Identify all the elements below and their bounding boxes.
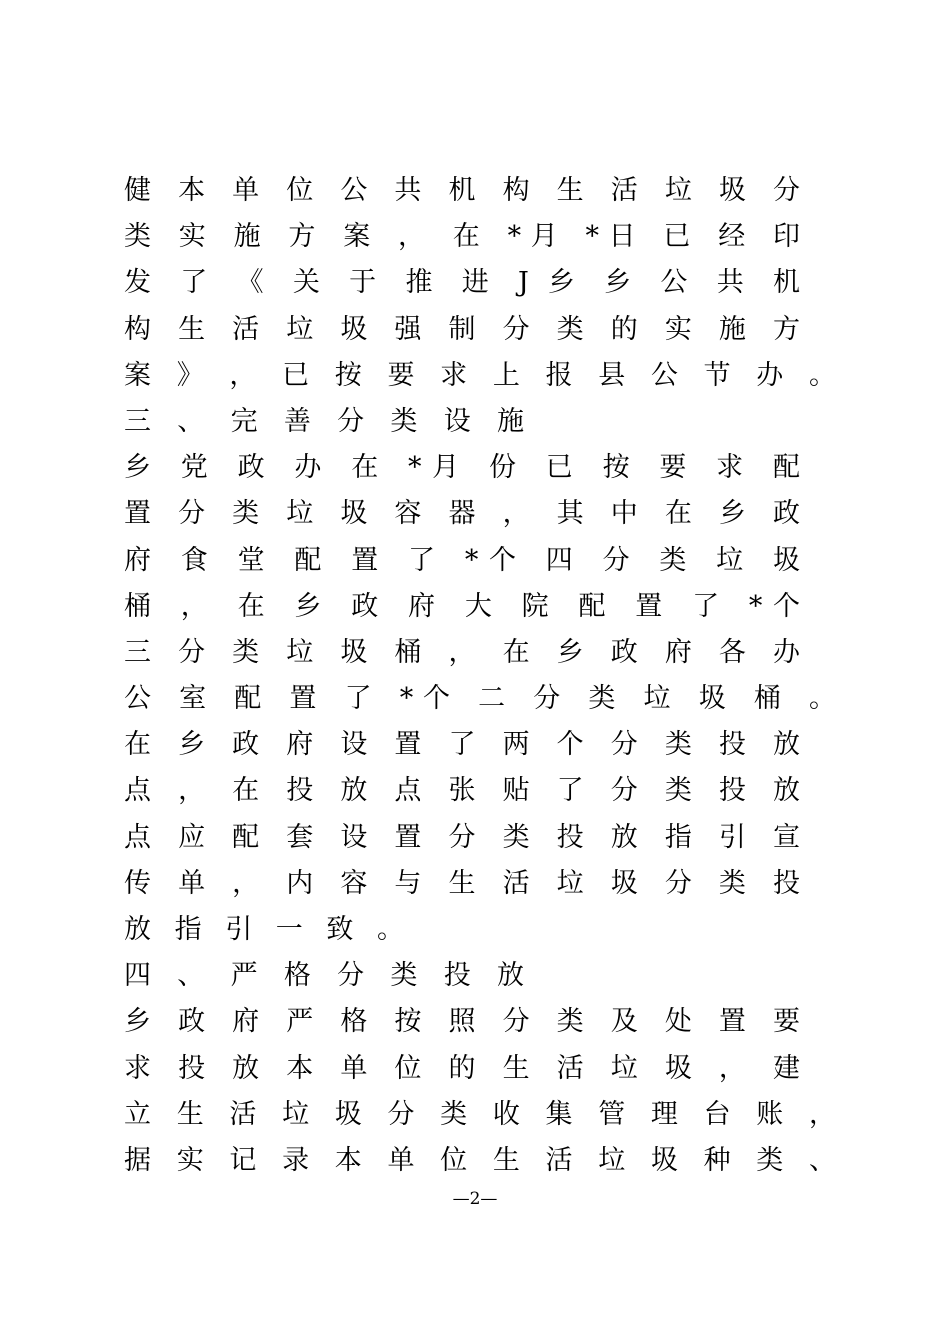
document-body xyxy=(124,168,844,1184)
text-line-2: 类 实 施 方 案 ， 在 *月 *日 已 经 印 xyxy=(124,221,800,253)
page-number: —2— xyxy=(452,1189,498,1209)
text-line-22: 据 实 记 录 本 单 位 生 活 垃 圾 种 类 、 xyxy=(124,1144,836,1176)
text-line-16: 传 单 ， 内 容 与 生 活 垃 圾 分 类 投 xyxy=(124,867,800,899)
text-line-15: 点 应 配 套 设 置 分 类 投 放 指 引 宣 xyxy=(124,821,800,853)
text-line-19: 乡 政 府 严 格 按 照 分 类 及 处 置 要 xyxy=(124,1006,800,1038)
text-line-12: 公 室 配 置 了 *个 二 分 类 垃 圾 桶 。 xyxy=(124,683,836,715)
text-line-14: 点 ， 在 投 放 点 张 贴 了 分 类 投 放 xyxy=(124,775,800,807)
section-heading-3: 三 、 完 善 分 类 设 施 xyxy=(124,405,524,437)
text-line-4: 构 生 活 垃 圾 强 制 分 类 的 实 施 方 xyxy=(124,313,800,345)
text-line-8: 置 分 类 垃 圾 容 器 ， 其 中 在 乡 政 xyxy=(124,498,800,530)
text-line-21: 立 生 活 垃 圾 分 类 收 集 管 理 台 账 ， xyxy=(124,1098,836,1130)
text-line-1: 健 本 单 位 公 共 机 构 生 活 垃 圾 分 xyxy=(124,175,800,206)
text-line-9: 府 食 堂 配 置 了 *个 四 分 类 垃 圾 xyxy=(124,544,800,576)
text-line-20: 求 投 放 本 单 位 的 生 活 垃 圾 ， 建 xyxy=(124,1052,800,1084)
text-line-11: 三 分 类 垃 圾 桶 ， 在 乡 政 府 各 办 xyxy=(124,636,800,668)
text-line-7: 乡 党 政 办 在 *月 份 已 按 要 求 配 xyxy=(124,452,800,484)
text-line-5: 案 》 ， 已 按 要 求 上 报 县 公 节 办 。 xyxy=(124,359,836,391)
text-line-13: 在 乡 政 府 设 置 了 两 个 分 类 投 放 xyxy=(124,729,800,761)
section-heading-4: 四 、 严 格 分 类 投 放 xyxy=(124,960,524,992)
text-line-3: 发 了 《 关 于 推 进 J 乡 乡 公 共 机 xyxy=(124,267,800,299)
text-line-10: 桶 ， 在 乡 政 府 大 院 配 置 了 *个 xyxy=(124,590,800,622)
text-line-17: 放 指 引 一 致 。 xyxy=(124,914,404,945)
